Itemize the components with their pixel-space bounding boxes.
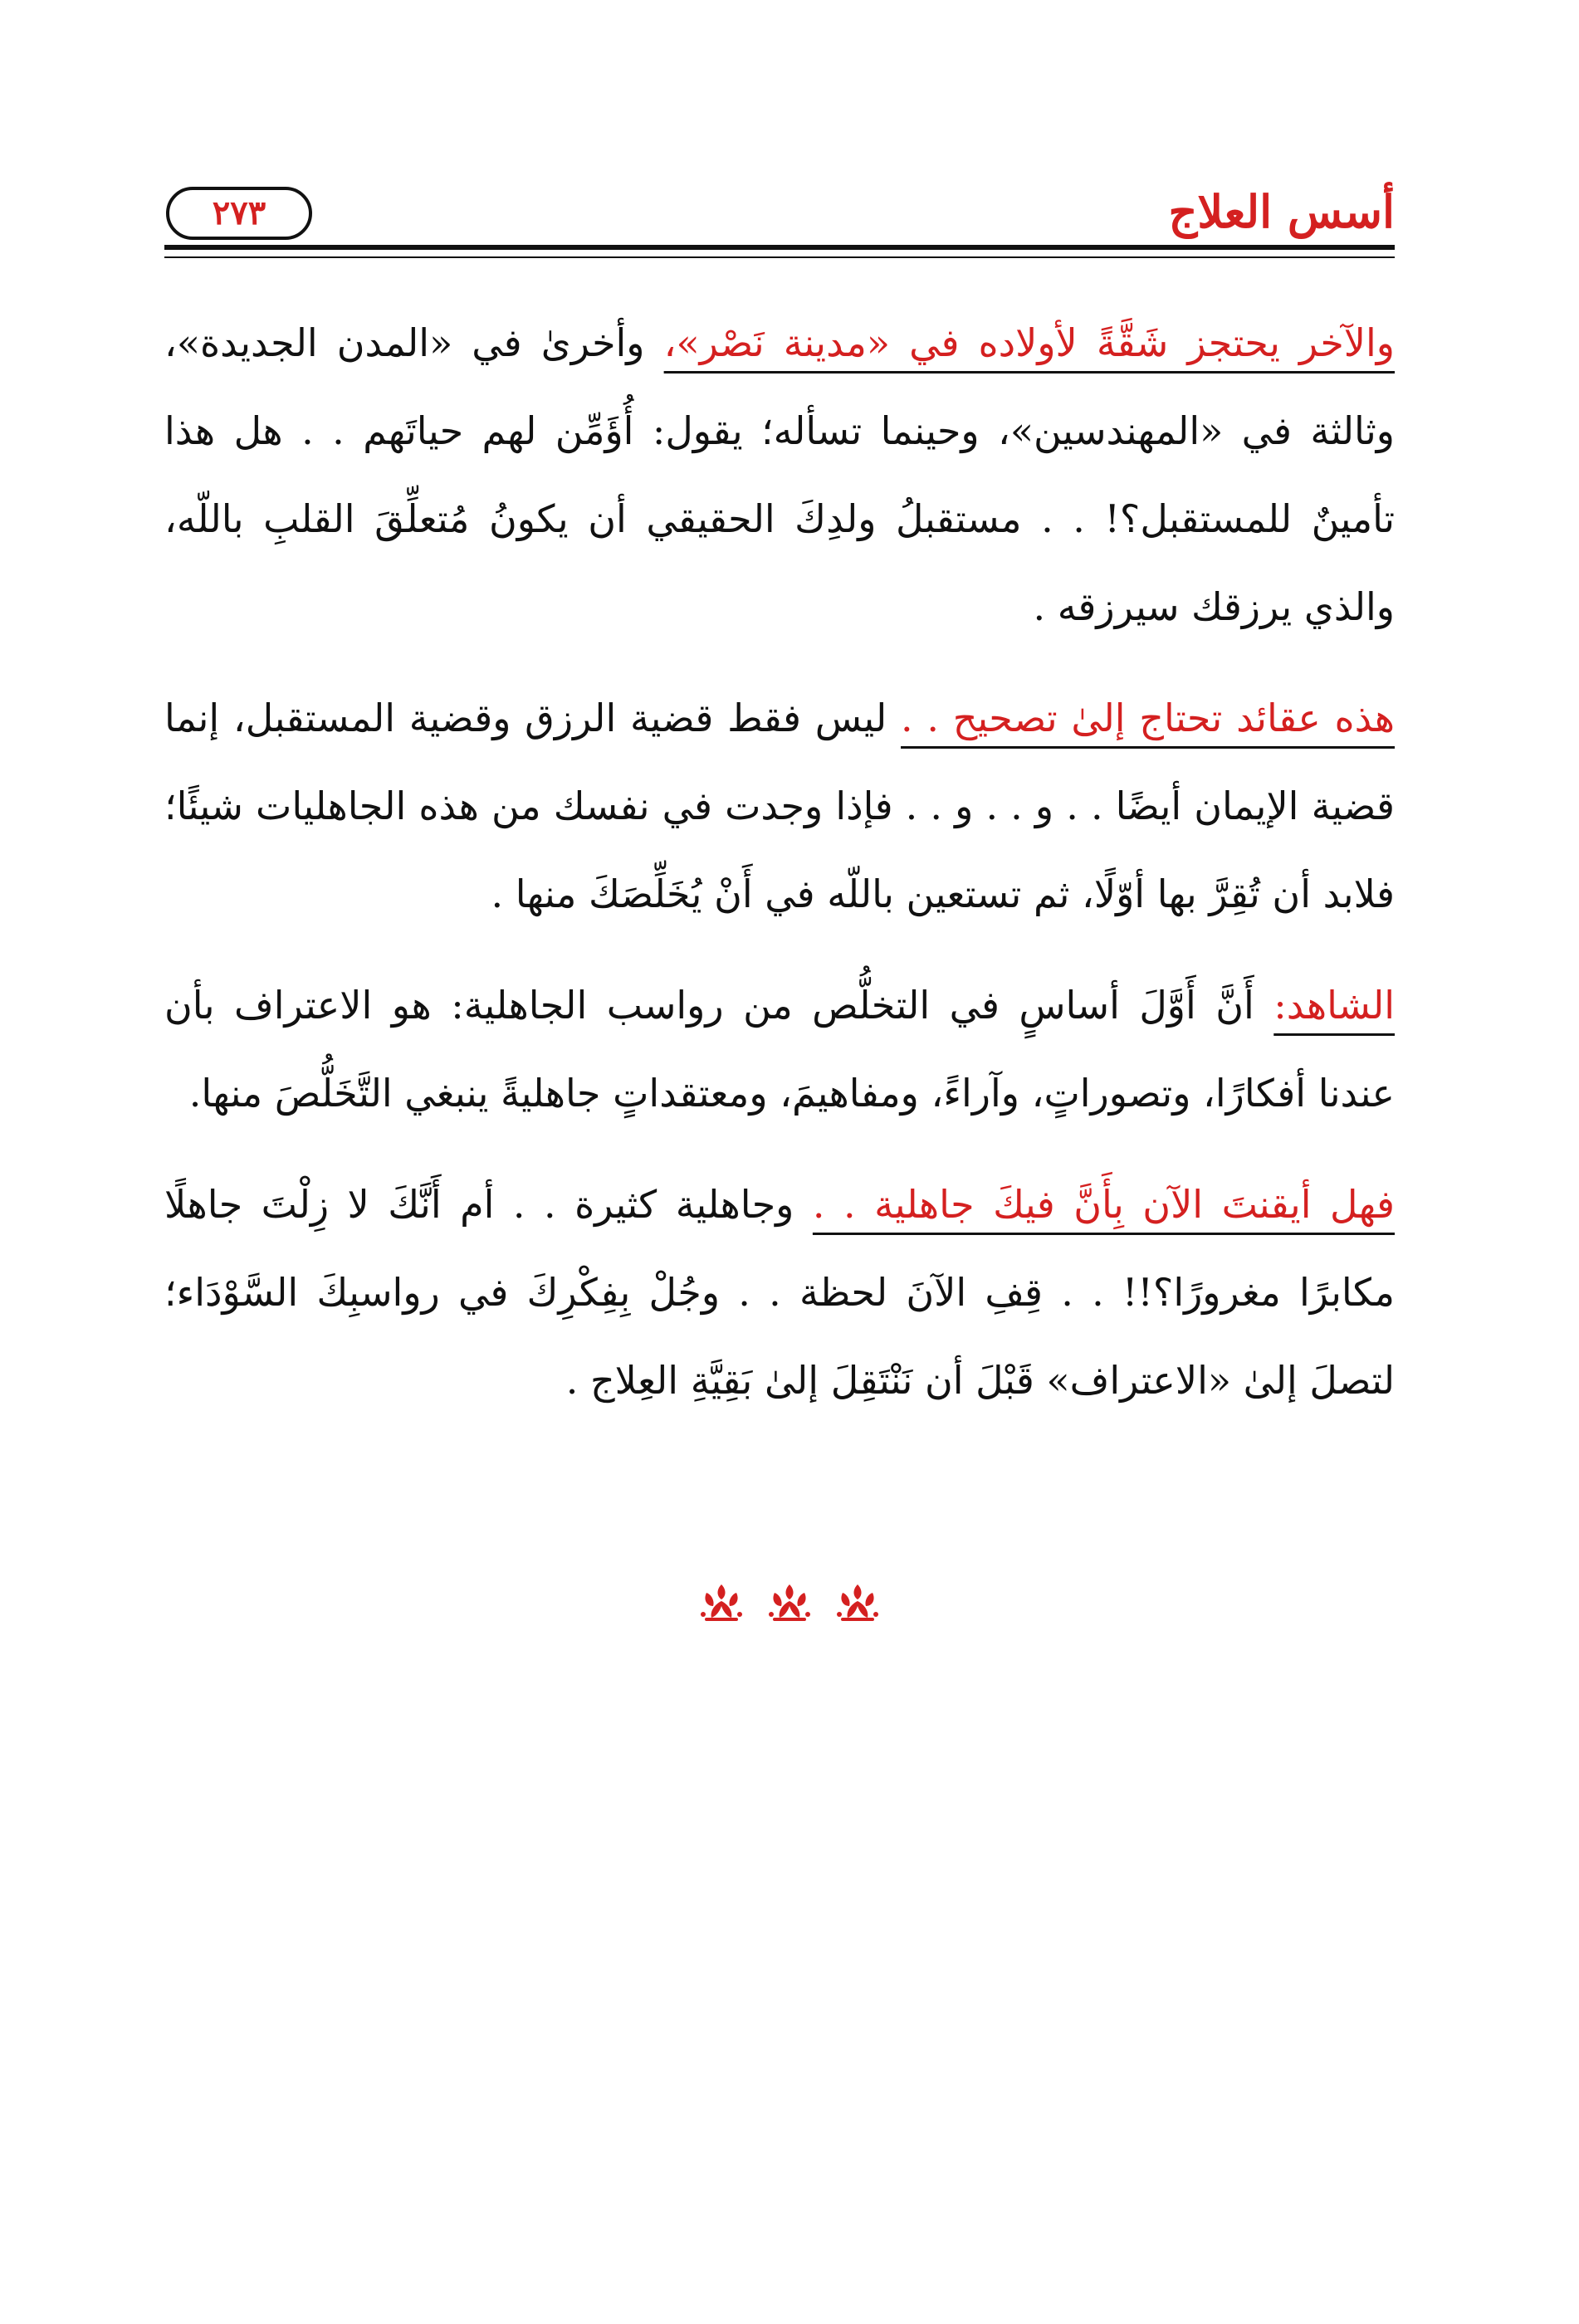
paragraph-lead: فهل أيقنتَ الآن بِأَنَّ فيكَ جاهلية . . (812, 1182, 1395, 1227)
chapter-title: أسس العلاج (1168, 185, 1395, 238)
paragraph-4 (164, 1160, 1395, 1424)
paragraph-lead: هذه عقائد تحتاج إلىٰ تصحيح . . (901, 696, 1395, 740)
floral-ornament-icon (834, 1581, 881, 1623)
running-header (164, 178, 1395, 253)
header-rule-thick (164, 245, 1395, 250)
page-number: ٢٧٣ (212, 193, 266, 232)
floral-ornament-icon (698, 1581, 745, 1623)
paragraph-text: أَنَّ أَوَّلَ أساسٍ في التخلُّص من رواسب الجاهلية: هو الاعتراف بأن عندنا أفكارًا، وتصوراتٍ، وآراءً، ومفاهيمَ، ومعتقداتٍ جاهليةً ينبغي التَّخَلُّصَ منها. (164, 983, 1395, 1116)
paragraph-text: وجاهلية كثيرة . . أم أَنَّكَ لا زِلْتَ جاهلًا مكابرًا مغرورًا؟!! . . قِفِ الآنَ لحظة . . وجُلْ بِفِكْرِكَ في رواسبِكَ السَّوْدَاء؛ لتصلَ إلىٰ «الاعتراف» قَبْلَ أن نَنْتَقِلَ إلىٰ بَقِيَّةِ العِلاج . (164, 1182, 1395, 1403)
body-text (164, 299, 1395, 1448)
paragraph-text: وأخرىٰ في «المدن الجديدة»، وثالثة في «المهندسين»، وحينما تسأله؛ يقول: أُؤَمِّن لهم حياتَهم . . هل هذا تأمينٌ للمستقبل؟! . . مستقبلُ ولدِكَ الحقيقي أن يكونُ مُتعلِّقَ القلبِ باللّه، والذي يرزقك سيرزقه . (164, 320, 1395, 629)
section-end-ornament (0, 1581, 1579, 1623)
paragraph-2 (164, 674, 1395, 938)
header-rule-thin (164, 256, 1395, 258)
page-number-badge (166, 187, 312, 240)
paragraph-1 (164, 299, 1395, 651)
paragraph-text: ليس فقط قضية الرزق وقضية المستقبل، إنما قضية الإيمان أيضًا . . و . . و . . فإذا وجدت في نفسك من هذه الجاهليات شيئًا؛ فلابد أن تُقِرَّ بها أوّلًا، ثم تستعين باللّه في أَنْ يُخَلِّصَكَ منها . (164, 696, 1395, 916)
paragraph-lead: الشاهد: (1273, 983, 1395, 1028)
paragraph-3 (164, 961, 1395, 1137)
paragraph-lead: والآخر يحتجز شَقَّةً لأولاده في «مدينة نَصْر»، (663, 320, 1395, 365)
floral-ornament-icon (766, 1581, 813, 1623)
